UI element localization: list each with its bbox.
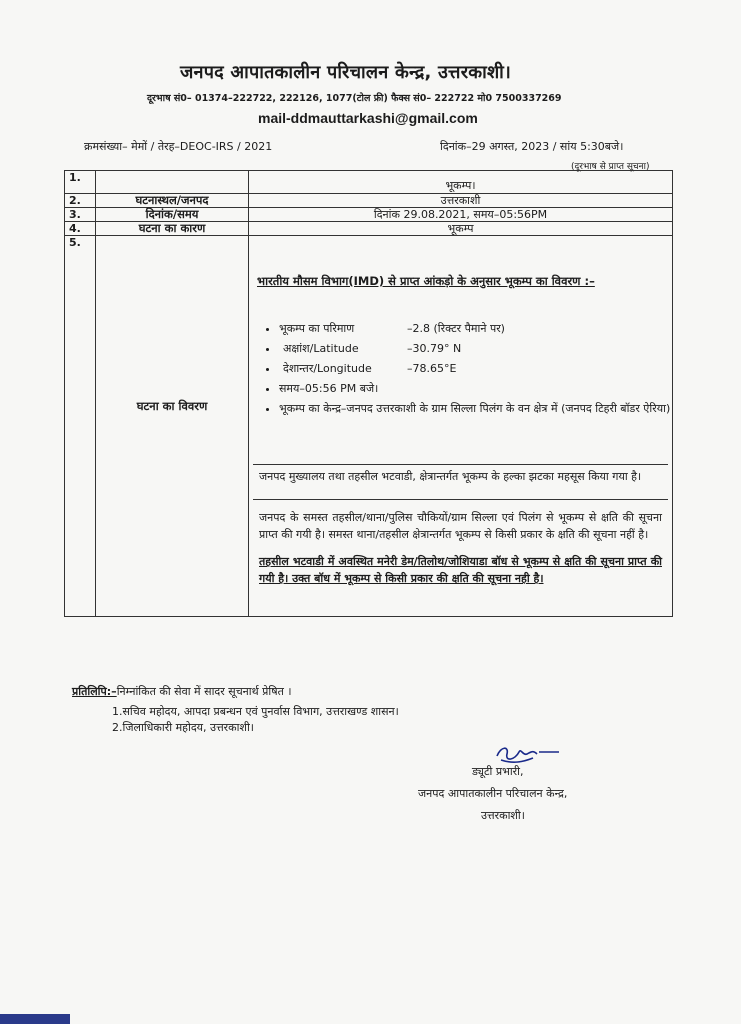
incident-table <box>64 170 673 617</box>
row-number: 4. <box>65 222 96 236</box>
copy-recipient: 2.जिलाधिकारी महोदय, उत्तरकाशी। <box>112 721 254 734</box>
detail-value: –2.8 (रिक्टर पैमाने पर) <box>407 322 505 335</box>
row-number: 1. <box>65 171 96 194</box>
table-row <box>65 208 673 222</box>
signatory-title: ड्यूटी प्रभारी, <box>472 765 524 778</box>
detail-key: भूकम्प का परिमाण <box>279 322 355 335</box>
row-label: घटनास्थल/जनपद <box>96 194 249 208</box>
list-item <box>279 379 695 399</box>
detail-key: देशान्तर/Longitude <box>283 362 372 375</box>
paragraph: जनपद के समस्त तहसील/थाना/पुलिस चौकियों/ग्राम सिल्ला एवं पिलंग से भूकम्प से क्षति की सूचना प्राप्त की गयी है। समस्त थाना/तहसील क्षेत्रान्तर्गत भूकम्प से किसी प्रकार के क्षति की सूचना नहीं है। <box>259 511 662 541</box>
detail-key: अक्षांश/Latitude <box>283 342 359 355</box>
paragraph: तहसील भटवाडी में अवस्थित मनेरी डेम/तिलोथ/जोशियाडा बॉध से भूकम्प से क्षति की सूचना प्राप्त की गयी है। उक्त बॉध में भूकम्प से किसी प्रकार की क्षति की सूचना नही है। <box>259 555 662 585</box>
reference-number: क्रमसंख्या– मेमों / तेरह–DEOC-IRS / 2021 <box>84 140 273 153</box>
list-item <box>279 399 695 419</box>
copy-heading <box>72 684 292 699</box>
email-address: mail-ddmauttarkashi@gmail.com <box>258 110 478 126</box>
detail-value: –78.65°E <box>407 362 457 375</box>
row-value: भूकम्प। <box>249 171 673 194</box>
list-item <box>279 339 695 359</box>
row-number: 3. <box>65 208 96 222</box>
table-row <box>65 171 673 194</box>
table-row <box>65 222 673 236</box>
row-value: भूकम्प <box>249 222 673 236</box>
paragraph: जनपद मुख्यालय तथा तहसील भटवाडी, क्षेत्रान्तर्गत भूकम्प के हल्का झटका महसूस किया गया है। <box>259 470 642 483</box>
document-date: दिनांक–29 अगस्त, 2023 / सांय 5:30बजे। <box>440 140 624 153</box>
copy-label: प्रतिलिपि:– <box>72 685 117 698</box>
row-value: उत्तरकाशी <box>249 194 673 208</box>
signature-scribble <box>493 742 563 766</box>
detail-text: भूकम्प का केन्द्र–जनपद उत्तरकाशी के ग्राम सिल्ला पिलंग के वन क्षेत्र में (जनपद टिहरी बॉडर ऐरिया) <box>279 402 671 415</box>
page-edge-mark <box>0 1014 70 1024</box>
row-number: 5. <box>65 236 96 617</box>
detail-list <box>265 319 695 419</box>
row-number: 2. <box>65 194 96 208</box>
date-note: (दूरभाष से प्राप्त सूचना) <box>571 162 650 172</box>
signatory-office: जनपद आपातकालीन परिचालन केन्द्र, <box>418 787 568 800</box>
imd-section <box>253 236 671 465</box>
row-value: दिनांक 29.08.2021, समय–05:56PM <box>249 208 673 222</box>
table-row <box>65 194 673 208</box>
row-label: दिनांक/समय <box>96 208 249 222</box>
detail-value: –30.79° N <box>407 342 462 355</box>
page-title: जनपद आपातकालीन परिचालन केन्द्र, उत्तरकाशी। <box>180 62 512 83</box>
contact-line: दूरभाष सं0– 01374–222722, 222126, 1077(टोल फ्री) फैक्स सं0– 222722 मो0 7500337269 <box>147 93 562 104</box>
list-item <box>279 319 695 339</box>
detail-text: समय–05:56 PM बजे। <box>279 382 379 395</box>
list-item <box>279 359 695 379</box>
row-label <box>96 171 249 194</box>
copy-recipient: 1.सचिव महोदय, आपदा प्रबन्धन एवं पुनर्वास विभाग, उत्तराखण्ड शासन। <box>112 705 399 718</box>
incident-details <box>249 236 673 617</box>
copy-text: निम्नांकित की सेवा में सादर सूचनार्थ प्रेषित । <box>116 685 292 698</box>
row-label: घटना का विवरण <box>136 398 208 413</box>
table-row <box>65 236 673 617</box>
row-label: घटना का कारण <box>96 222 249 236</box>
imd-heading: भारतीय मौसम विभाग(IMD) से प्राप्त आंकड़ो के अनुसार भूकम्प का विवरण :– <box>257 274 595 288</box>
signatory-place: उत्तरकाशी। <box>481 809 525 822</box>
